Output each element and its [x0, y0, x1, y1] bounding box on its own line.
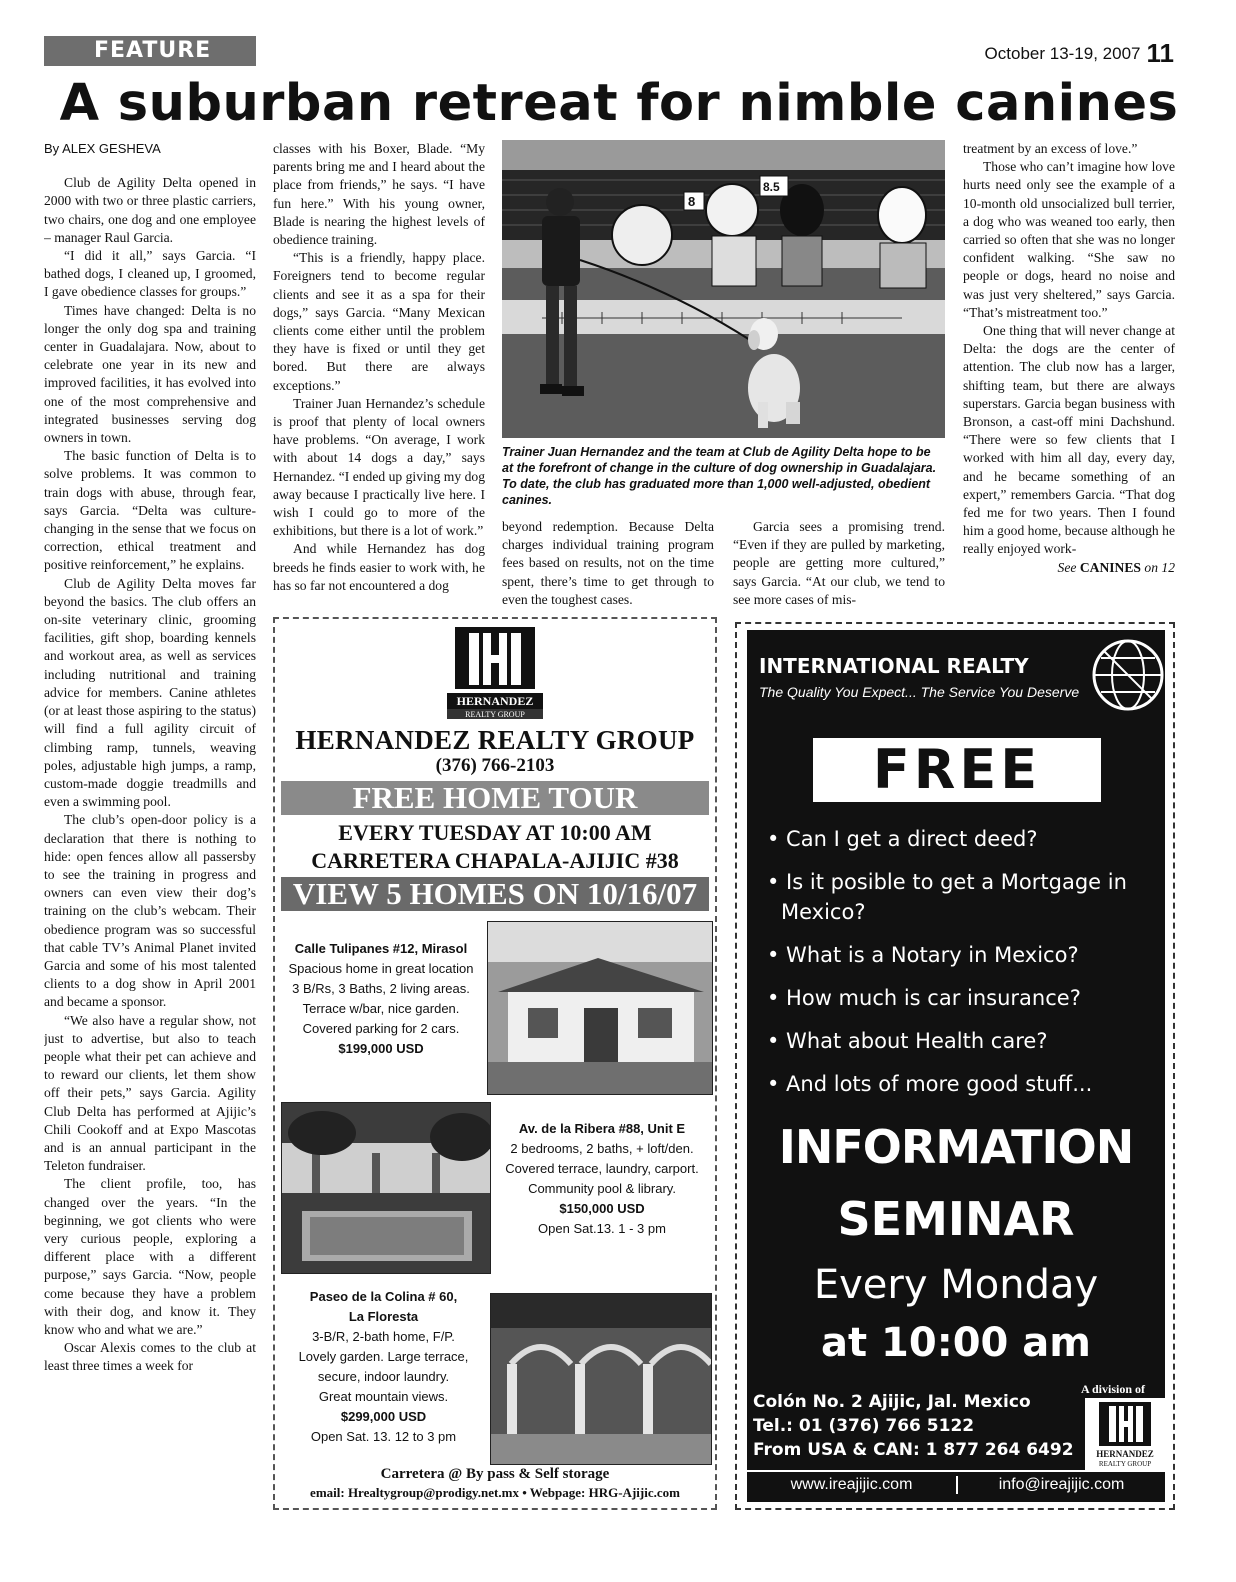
view-homes-banner: VIEW 5 HOMES ON 10/16/07	[281, 877, 709, 911]
article-column-3	[502, 518, 714, 612]
office-address: Colón No. 2 Ajijic, Jal. Mexico	[753, 1392, 1031, 1412]
listing-title: Paseo de la Colina # 60,	[309, 1289, 458, 1304]
house-icon	[488, 922, 713, 1095]
pool-icon	[282, 1103, 491, 1274]
paragraph: “This is a friendly, happy place. Foreigners tend to become regular clients and see it as a spa for their dogs,” says Garcia. “Many Mexican clients come either until the problem they have is fixed or until they get bored. But there are always exceptions.”	[273, 250, 485, 393]
listing-line: Terrace w/bar, nice garden.	[302, 1001, 460, 1016]
ad-tagline: The Quality You Expect... The Service You Deserve	[759, 684, 1080, 700]
dateline	[985, 38, 1174, 69]
listing-open-house: Open Sat.13. 1 - 3 pm	[538, 1221, 666, 1236]
listing-line: secure, indoor laundry.	[317, 1369, 450, 1384]
listing-line: Covered terrace, laundry, carport.	[505, 1161, 699, 1176]
listing-price: $150,000 USD	[559, 1201, 645, 1216]
paragraph: The club’s open-door policy is a declaration that there is nothing to hide: open fences allow all passersby to see the training in progress and owners can even view their dog’s training on the club’s webcam. Their obedience program was so successful that cable TV’s Animal Planet invited Garcia and some of his most talented clients to a dog show in April 2001 and became a sponsor.	[44, 812, 256, 1010]
house-photo-colina	[490, 1293, 712, 1465]
listing-colina	[281, 1287, 486, 1447]
svg-text:HERNANDEZ: HERNANDEZ	[456, 694, 534, 708]
seminar-heading: SEMINAR	[837, 1192, 1075, 1246]
paragraph: treatment by an excess of love.”	[963, 141, 1138, 156]
divider	[747, 1470, 1165, 1472]
listing-line: Community pool & library.	[528, 1181, 676, 1196]
dog-training-photo	[502, 140, 945, 438]
tour-schedule: EVERY TUESDAY AT 10:00 AM	[338, 820, 652, 845]
listing-ribera	[493, 1119, 711, 1239]
list-item: • Is it posible to get a Mortgage in Mexico?	[767, 870, 1127, 924]
listing-line: 2 bedrooms, 2 baths, + loft/den.	[510, 1141, 694, 1156]
location-note: Carretera @ By pass & Self storage	[380, 1466, 610, 1482]
paragraph: classes with his Boxer, Blade. “My parents bring me and I heard about the place from friends,” he says. “I have fun here.” With his young owner, Blade is nearing the highest levels of obedience training.	[273, 141, 485, 248]
globe-icon	[1089, 636, 1167, 714]
listing-title-2: La Floresta	[348, 1309, 419, 1324]
realty-name: HERNANDEZ REALTY GROUP	[295, 725, 695, 755]
house-photo-tulipanes	[487, 921, 713, 1095]
listing-line: Spacious home in great location	[288, 961, 474, 976]
headline: A suburban retreat for nimble canines	[59, 74, 1179, 133]
score-card-left: 8	[688, 194, 696, 209]
listing-price: $299,000 USD	[340, 1409, 427, 1424]
question-list	[767, 824, 1167, 1112]
website-link[interactable]: www.ireajijic.com	[790, 1476, 913, 1493]
listing-price: $199,000 USD	[338, 1041, 424, 1056]
paragraph: “We also have a regular show, not just to advertise, but also to teach people what their pet can achieve and to reward our clients, let them show off their pets,” says Garcia. Agility Club Delta has performed at Ajijic’s Chili Cookoff and at Expo Mascotas and is an annual participant in the Teleton fundraiser.	[44, 1012, 256, 1174]
paragraph: Club de Agility Delta moves far beyond the basics. The club offers an on-site veterinary clinic, grooming facilities, gift shop, boarding kennels and workout area, as well as services including nutritional and training advice for members. Canine athletes (or at least those aspiring to the status) will find a full agility circuit of climbing ramp, tunnels, weaving poles, adjustable high jumps, a ramp, custom-made doggie treadmills and even a swimming pool.	[44, 575, 256, 810]
contact-links[interactable]: email: Hrealtygroup@prodigy.net.mx • Webpage: HRG-Ajijic.com	[310, 1485, 680, 1500]
listing-title: Av. de la Ribera #88, Unit E	[518, 1121, 686, 1136]
continued-jump[interactable]: See CANINES on 12	[1057, 559, 1175, 575]
paragraph: One thing that will never change at Delta: the dogs are the center of attention. The club now has a larger, shifting team, but there are always superstars. Garcia began business with Bronson, a cast-off mini Dachshund. “There were so few clients that I worked with him all day, every day, and he became something of an expert,” remembers Garcia. “That dog fed me for two years. Then I found him a good home, because although he really enjoyed work-	[963, 323, 1175, 557]
listing-line: Lovely garden. Large terrace,	[298, 1349, 469, 1364]
photo-caption: Trainer Juan Hernandez and the team at Club de Agility Delta hope to be at the forefront of change in the culture of dog ownership in Guadalajara. To date, the club has graduated more than 1,000 well-adjusted, obedient canines.	[502, 445, 937, 507]
hernandez-h-icon	[447, 625, 543, 721]
hernandez-h-icon	[1085, 1398, 1165, 1470]
office-phone[interactable]: Tel.: 01 (376) 766 5122	[753, 1416, 975, 1436]
tollfree-phone[interactable]: From USA & CAN: 1 877 264 6492	[753, 1440, 1074, 1460]
listing-line: 3-B/R, 2-bath home, F/P.	[312, 1329, 455, 1344]
svg-text:REALTY GROUP: REALTY GROUP	[465, 710, 525, 719]
article-column-5	[963, 140, 1175, 610]
paragraph: beyond redemption. Because Delta charges individual training program fees based on results, not on the time spent, there’s time to get through to even the toughest cases.	[502, 519, 714, 607]
seminar-day: Every Monday	[813, 1262, 1099, 1308]
listing-title: Calle Tulipanes #12, Mirasol	[294, 941, 468, 956]
paragraph: Trainer Juan Hernandez’s schedule is proof that plenty of local owners have problems. “On average, I work with about 14 dogs a day,” says Hernandez. “I ended up giving my dog away because I practically live here. I wish I could go to more of the exhibitions, but there is a lot of work.”	[273, 395, 485, 539]
international-realty-ad	[735, 622, 1175, 1510]
listing-line: Covered parking for 2 cars.	[302, 1021, 460, 1036]
seminar-time: at 10:00 am	[821, 1320, 1091, 1366]
list-item: • What about Health care?	[767, 1029, 1048, 1053]
hernandez-logo	[447, 625, 543, 721]
feature-photo	[502, 140, 945, 438]
list-item: • How much is car insurance?	[767, 986, 1081, 1010]
tour-address: CARRETERA CHAPALA-AJIJIC #38	[311, 848, 679, 873]
ad-brand: INTERNATIONAL REALTY	[759, 654, 1029, 678]
byline: By ALEX GESHEVA	[44, 141, 161, 156]
list-item: • What is a Notary in Mexico?	[767, 943, 1079, 967]
article-column-2	[273, 140, 485, 610]
hernandez-small-logo	[1085, 1398, 1165, 1470]
paragraph: Those who can’t imagine how love hurts need only see the example of a 10-month old unsocialized bull terrier, a dog who was weaned too early, then carried so often that she was no longer confident walking. “She saw no people or dogs, heard no noise and was just very sheltered,” says Garcia. “That’s mistreatment too.”	[963, 159, 1175, 320]
svg-text:HERNANDEZ: HERNANDEZ	[1096, 1449, 1154, 1459]
paragraph: The client profile, too, has changed over the years. “In the beginning, we got clients who were very curious people, exploring a different place with a different purpose,” says Garcia. “Now, people come because they have a problem with their dog, and know it. They know who and what we are.”	[44, 1176, 256, 1337]
page-number: 11	[1146, 38, 1174, 68]
score-card-right: 8.5	[763, 180, 780, 194]
paragraph: “I did it all,” says Garcia. “I bathed dogs, I cleaned up, I groomed, I gave obedience classes for groups.”	[44, 248, 256, 300]
listing-open-house: Open Sat. 13. 12 to 3 pm	[310, 1429, 457, 1444]
ad-panel	[747, 630, 1165, 1502]
realty-phone[interactable]: (376) 766-2103	[435, 755, 555, 776]
paragraph: Oscar Alexis comes to the club at least three times a week for	[44, 1340, 256, 1374]
list-item: • And lots of more good stuff...	[767, 1072, 1093, 1096]
email-link[interactable]: info@ireajijic.com	[956, 1476, 1165, 1494]
free-headline: FREE	[872, 738, 1042, 801]
article-column-1	[44, 140, 256, 1510]
information-heading: INFORMATION	[778, 1120, 1134, 1174]
paragraph: Club de Agility Delta opened in 2000 with two or three plastic carriers, two chairs, one dog and one employee – manager Raul Garcia.	[44, 175, 256, 245]
listing-line: Great mountain views.	[318, 1389, 449, 1404]
svg-text:REALTY GROUP: REALTY GROUP	[1098, 1460, 1152, 1468]
division-note: A division of	[1081, 1382, 1146, 1396]
listing-tulipanes	[281, 939, 481, 1059]
list-item: • Can I get a direct deed?	[767, 827, 1038, 851]
section-label: FEATURE	[44, 36, 256, 66]
hernandez-realty-ad	[273, 617, 717, 1510]
paragraph: And while Hernandez has dog breeds he finds easier to work with, he has so far not encountered a dog	[273, 541, 485, 593]
terrace-icon	[491, 1294, 712, 1465]
issue-date: October 13-19, 2007	[984, 44, 1141, 63]
free-home-tour-banner: FREE HOME TOUR	[281, 781, 709, 815]
paragraph: The basic function of Delta is to solve problems. It was common to train dogs with abuse, through fear, says Garcia. “Delta was culture-changing in the sense that we focus on correction, ethical treatment and positive reinforcement,” he explains.	[44, 448, 256, 573]
paragraph: Times have changed: Delta is no longer the only dog spa and training center in Guadalajara. Now, about to celebrate one year in its new and improved facilities, it has evolved into one of the most comprehensive and integrated businesses serving dog owners in town.	[44, 302, 256, 446]
house-photo-ribera	[281, 1102, 491, 1274]
article-column-4	[733, 518, 945, 612]
paragraph: Garcia sees a promising trend. “Even if they are pulled by marketing, people are getting more cultured,” says Garcia. “At our club, we tend to see more cases of mis-	[733, 519, 945, 607]
listing-line: 3 B/Rs, 3 Baths, 2 living areas.	[292, 981, 470, 996]
